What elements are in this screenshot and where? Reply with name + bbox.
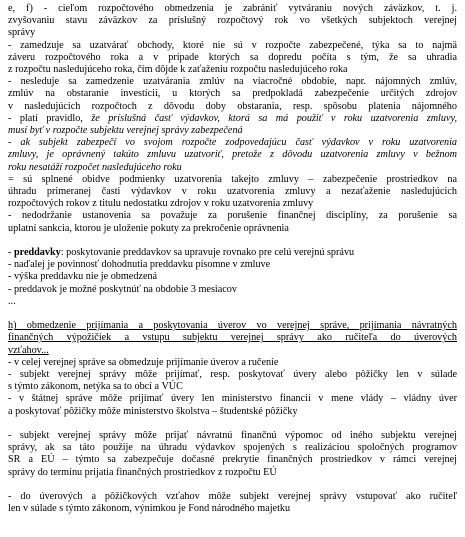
text-line: = sú splnené obidve podmienky uzatvorenia takejto zmluvy – zabezpečenie prostriedkov na [8, 173, 457, 185]
text-line: - preddavok je možné poskytnúť na obdobie 3 mesiacov [8, 283, 237, 295]
text-line [8, 162, 457, 174]
text-line: správy do termínu prijatia finančných prostriedkov z rozpočtu EÚ [8, 466, 277, 478]
text-line: - nesleduje sa zamedzenie uzatvárania zmlúv na viacročné obdobie, napr. nájomných zmlúv, [8, 76, 457, 88]
rule-prefix: - platí pravidlo, [8, 112, 92, 124]
text-line: - subjekt verejnej správy môže prijať návratnú finančnú výpomoc od iného subjektu verejnej [8, 430, 457, 442]
text-line: - výška preddavku nie je obmedzená [8, 271, 158, 283]
spacer [8, 418, 457, 430]
italic-text: zmluvy, je oprávnený takúto zmluvu uzatvoriť, pretože z dôvodu uzatvorenia zmluvy v bežnom [8, 149, 457, 161]
italic-text: - ak subjekt zabezpečí vo svojom rozpočte zodpovedajúcu časť výdavkov v roku uzatvorenia [8, 137, 457, 149]
text-line: len v súlade s týmto zákonom, výnimkou je Fond národného majetku [8, 503, 291, 515]
rule-italic: že príslušná časť výdavkov, ktorá sa má použiť v roku uzatvorenia zmluvy, [91, 112, 458, 124]
text-line: uplatní sankcia, ktorou je uloženie pokuty za prekročenie oprávnenia [8, 222, 289, 234]
text-line: - zamedzuje sa uzatvárať obchody, ktoré nie sú v rozpočte zabezpečené, týka sa to najmä [8, 39, 457, 51]
text-line: zvyšovaniu stavu záväzkov za príslušný rozpočtový rok vo všetkých subjektoch verejnej [8, 15, 457, 27]
spacer [8, 479, 457, 491]
section-heading: h) obmedzenie prijímania a poskytovania úverov vo verejnej správe, prijímania návratných [8, 320, 457, 332]
text-line: - subjekt verejnej správy môže prijímať, resp. poskytovať úvery alebo pôžičky len v súlade [8, 369, 457, 381]
text-line: úhradu primeranej časti výdavkov v roku uzatvorenia zmluvy a nezaťaženie nasledujúcich [8, 186, 457, 198]
text-line: v nasledujúcich rozpočtoch z dôvodu doby obstarania, resp. spôsobu platenia nájomného [8, 100, 457, 112]
text-line: - v štátnej správe môže prijímať úvery len ministerstvo financií v mene vlády – vládny úver [8, 393, 457, 405]
text-line: e, f) - cieľom rozpočtového obmedzenia je zabrániť vytváraniu nových záväzkov, t. j. [8, 3, 457, 14]
preddavky-rest: : poskytovanie preddavkov sa upravuje rovnako pre celú verejnú správu [60, 247, 355, 259]
text-line: - nedodržanie ustanovenia sa považuje za porušenie finančnej disciplíny, za porušenie sa [8, 210, 457, 222]
spacer [8, 308, 457, 320]
text-line: a poskytovať pôžičky môže ministerstvo školstva – študentské pôžičky [8, 405, 298, 417]
text-line: SR a EÚ – týmto sa zabezpečuje dočasné prekrytie finančných prostriedkov v rámci verejnej [8, 454, 457, 466]
spacer [8, 235, 457, 247]
section-heading: finančných výpožičiek a vstupu subjektu verejnej správy ako ručiteľa do úverových [8, 332, 457, 344]
text-line [8, 149, 457, 161]
text-line: záveru rozpočtového roka a v prípade ktorých sa dopredu počíta s tým, že sa uhradia [8, 51, 457, 63]
text-line: zmlúv na obstaranie investícií, u ktorých sa predpokladá zabezpečenie určitých zdrojov [8, 88, 457, 100]
text-line: správy [8, 27, 36, 39]
text-line: s týmto zákonom, netýka sa to obcí a VÚC [8, 381, 183, 393]
text-line: ... [8, 295, 16, 307]
text-line [8, 137, 457, 149]
text-line-preddavky: - preddavky: poskytovanie preddavkov sa upravuje rovnako pre celú verejnú správu [8, 247, 355, 259]
text-line: - do úverových a pôžičkových vzťahov môže subjekt verejnej správy vstupovať ako ručiteľ [8, 491, 457, 503]
text-line: z rozpočtu nasledujúceho roka, čím dôjde k zaťaženiu rozpočtu nasledujúceho roka [8, 64, 348, 76]
italic-text: musí byť v rozpočte subjektu verejnej správy zabezpečená [8, 125, 243, 137]
text-line: - naďalej je povinnosť dohodnutia preddavku písomne v zmluve [8, 259, 271, 271]
text-line: - v celej verejnej správe sa obmedzuje prijímanie úverov a ručenie [8, 356, 279, 368]
text-line: rozpočtových rokov z titulu nedostatku zdrojov v roku uzatvorenia zmluvy [8, 198, 314, 210]
italic-text: roku nesatáží rozpočet nasledujúceho roku [8, 161, 182, 173]
section-heading: vzťahov... [8, 344, 49, 356]
text-line-rule [8, 113, 457, 125]
text-line: správy, ak sa táto použije na úhradu výdavkov spojených s realizáciou spoločných programov [8, 442, 457, 454]
bold-term: preddavky [13, 247, 61, 259]
text-line [8, 125, 457, 137]
